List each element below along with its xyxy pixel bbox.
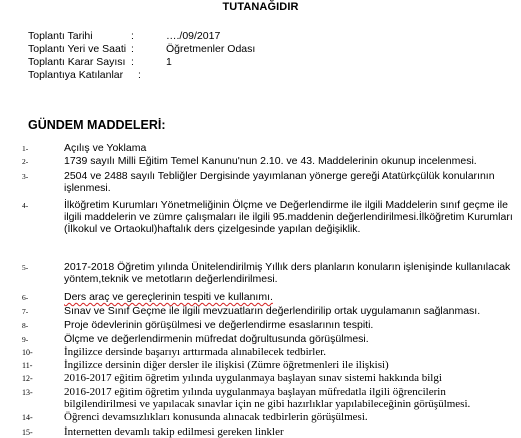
agenda-item-number: 5- xyxy=(22,263,29,272)
info-place-label: Toplantı Yeri ve Saati xyxy=(28,43,127,55)
agenda-item-number: 4- xyxy=(22,201,29,210)
agenda-heading: GÜNDEM MADDELERİ: xyxy=(28,118,166,132)
agenda-item-text: 2504 ve 2488 sayılı Tebliğler Dergisinde yayımlanan yönerge gereği Atatürkçülük konularının işlenmesi. xyxy=(64,170,495,194)
agenda-item-number: 9- xyxy=(22,335,29,344)
agenda-item-text: 2017-2018 Öğretim yılında Ünitelendirilmiş Yıllık ders planların konuların işlenişinde kullanılacak yöntem,teknik ve metotların değerlendirilmesi. xyxy=(64,261,511,285)
agenda-item-number: 7- xyxy=(22,307,29,316)
info-place-colon: : xyxy=(131,43,134,55)
agenda-item-number: 12- xyxy=(22,374,33,383)
info-decision-colon: : xyxy=(131,56,134,68)
agenda-item-number: 15- xyxy=(22,428,33,437)
info-date-colon: : xyxy=(131,30,134,42)
agenda-item-number: 14- xyxy=(22,413,33,422)
agenda-item-number: 3- xyxy=(22,172,29,181)
info-place-value: Öğretmenler Odası xyxy=(166,43,256,55)
agenda-item-text: Öğrenci devamsızlıkları konusunda alınacak tedbirlerin görüşülmesi. xyxy=(64,411,368,423)
info-date-label: Toplantı Tarihi xyxy=(28,30,93,42)
agenda-item-number: 2- xyxy=(22,157,29,166)
agenda-item-number: 8- xyxy=(22,321,29,330)
agenda-item-text: Proje ödevlerinin görüşülmesi ve değerlendirme esaslarının tespiti. xyxy=(64,319,374,331)
info-participants-label: Toplantıya Katılanlar xyxy=(28,69,124,81)
agenda-item-text: Açılış ve Yoklama xyxy=(64,142,147,154)
agenda-item-number: 13- xyxy=(22,388,33,397)
document-title: TUTANAĞIDIR xyxy=(222,1,299,13)
agenda-item-text: 2016-2017 eğitim öğretim yılında uygulanmaya başlayan sınav sistemi hakkında bilgi xyxy=(64,372,442,384)
agenda-item-text: Ders araç ve gereçlerinin tespiti ve kullanımı. xyxy=(64,291,273,303)
info-date-value: …./09/2017 xyxy=(166,30,221,42)
agenda-item-number: 10- xyxy=(22,348,33,357)
agenda-item-text: Ölçme ve değerlendirmenin müfredat doğrultusunda görüşülmesi. xyxy=(64,333,369,345)
info-decision-label: Toplantı Karar Sayısı xyxy=(28,56,126,68)
agenda-item-text: İlköğretim Kurumları Yönetmeliğinin Ölçme ve Değerlendirme ile ilgili Maddelerin sınıf geçme ile ilgili maddelerin ve zümre çalışmaları ile ilgili 95.maddenin değerlendirilmesi.İlköğretim Kurumları (İlkokul ve Ortaokul)haftalık ders çizelgesinde yapılan değişiklik. xyxy=(64,199,513,235)
agenda-item-number: 11- xyxy=(22,361,33,370)
agenda-item-text: 1739 sayılı Milli Eğitim Temel Kanunu'nun 2.10. ve 43. Maddelerinin okunup incelenmesi. xyxy=(64,155,477,167)
agenda-item-text: Sınav ve Sınıf Geçme ile ilgili mevzuatların değerlendirilip ortak uygulamanın sağlanması. xyxy=(64,305,481,317)
agenda-item-text: İngilizce dersinin diğer dersler ile ilişkisi (Zümre öğretmenleri ile ilişkisi) xyxy=(64,359,389,371)
agenda-item-number: 1- xyxy=(22,144,29,153)
agenda-item-text: 2016-2017 eğitim öğretim yılında uygulanmaya başlayan müfredatla ilgili öğrencilerin bilgilendirilmesi ve yapılacak sınavlar için ne gibi hazırlıklar yapılabileceğinin görüşülmesi. xyxy=(64,386,471,410)
agenda-item-text: İnternetten devamlı takip edilmesi gereken linkler xyxy=(64,426,284,438)
info-participants-colon: : xyxy=(138,69,141,81)
agenda-item-number: 6- xyxy=(22,293,29,302)
info-decision-value: 1 xyxy=(166,56,172,68)
agenda-item-text: İngilizce dersinde başarıyı arttırmada alınabilecek tedbirler. xyxy=(64,346,327,358)
